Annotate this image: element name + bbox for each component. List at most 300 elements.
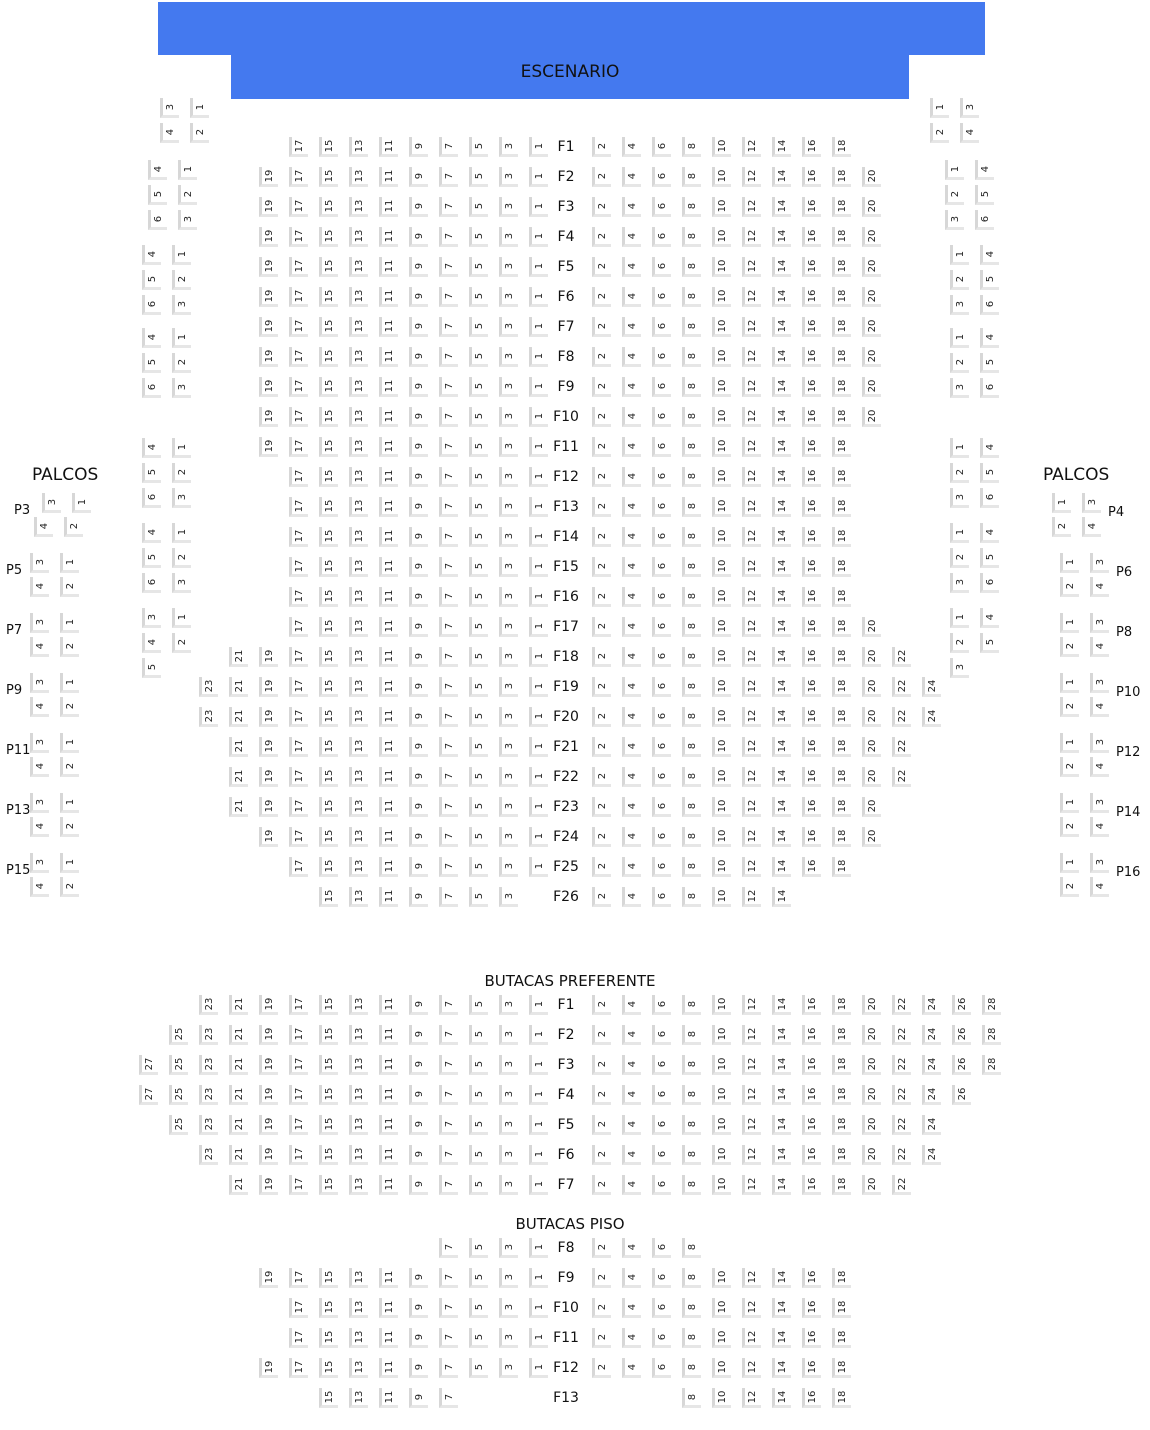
preferente-seat[interactable]: [682, 1145, 701, 1165]
preferente-seat[interactable]: [772, 1025, 791, 1045]
orchestra-seat[interactable]: [289, 797, 308, 817]
orchestra-seat[interactable]: [742, 197, 761, 217]
palco-seat[interactable]: [30, 733, 49, 753]
orchestra-seat[interactable]: [862, 347, 881, 367]
orchestra-seat[interactable]: [469, 347, 488, 367]
orchestra-seat[interactable]: [499, 197, 518, 217]
orchestra-seat[interactable]: [469, 497, 488, 517]
side-box-seat-right[interactable]: [950, 353, 969, 373]
orchestra-seat[interactable]: [802, 557, 821, 577]
orchestra-seat[interactable]: [712, 167, 731, 187]
orchestra-seat[interactable]: [469, 857, 488, 877]
preferente-seat[interactable]: [529, 1145, 548, 1165]
side-box-seat-right[interactable]: [980, 548, 999, 568]
orchestra-seat[interactable]: [862, 377, 881, 397]
orchestra-seat[interactable]: [439, 317, 458, 337]
orchestra-seat[interactable]: [592, 347, 611, 367]
preferente-seat[interactable]: [379, 1055, 398, 1075]
piso-seat[interactable]: [499, 1328, 518, 1348]
preferente-seat[interactable]: [682, 1175, 701, 1195]
preferente-seat[interactable]: [622, 1175, 641, 1195]
orchestra-seat[interactable]: [712, 227, 731, 247]
preferente-seat[interactable]: [682, 1055, 701, 1075]
palco-seat[interactable]: [30, 673, 49, 693]
orchestra-seat[interactable]: [499, 887, 518, 907]
palco-seat[interactable]: [30, 817, 49, 837]
orchestra-seat[interactable]: [409, 377, 428, 397]
orchestra-seat[interactable]: [652, 887, 671, 907]
preferente-seat[interactable]: [169, 1115, 188, 1135]
orchestra-seat[interactable]: [409, 257, 428, 277]
orchestra-seat[interactable]: [439, 557, 458, 577]
orchestra-seat[interactable]: [409, 317, 428, 337]
orchestra-seat[interactable]: [349, 377, 368, 397]
piso-seat[interactable]: [439, 1328, 458, 1348]
orchestra-seat[interactable]: [379, 377, 398, 397]
orchestra-seat[interactable]: [712, 437, 731, 457]
orchestra-seat[interactable]: [529, 617, 548, 637]
palco-seat[interactable]: [42, 493, 61, 513]
preferente-seat[interactable]: [892, 1085, 911, 1105]
preferente-seat[interactable]: [862, 1115, 881, 1135]
orchestra-seat[interactable]: [622, 407, 641, 427]
orchestra-seat[interactable]: [892, 737, 911, 757]
orchestra-seat[interactable]: [349, 887, 368, 907]
orchestra-seat[interactable]: [529, 227, 548, 247]
preferente-seat[interactable]: [802, 1025, 821, 1045]
orchestra-seat[interactable]: [529, 317, 548, 337]
side-box-seat-left[interactable]: [172, 245, 191, 265]
preferente-seat[interactable]: [592, 1085, 611, 1105]
orchestra-seat[interactable]: [592, 887, 611, 907]
orchestra-seat[interactable]: [682, 887, 701, 907]
orchestra-seat[interactable]: [409, 137, 428, 157]
side-box-seat-right[interactable]: [950, 328, 969, 348]
orchestra-seat[interactable]: [349, 647, 368, 667]
orchestra-seat[interactable]: [802, 317, 821, 337]
orchestra-seat[interactable]: [349, 767, 368, 787]
orchestra-seat[interactable]: [682, 437, 701, 457]
piso-seat[interactable]: [832, 1328, 851, 1348]
orchestra-seat[interactable]: [229, 767, 248, 787]
side-box-seat-left[interactable]: [160, 123, 179, 143]
piso-seat[interactable]: [682, 1388, 701, 1408]
orchestra-seat[interactable]: [832, 617, 851, 637]
orchestra-seat[interactable]: [409, 677, 428, 697]
preferente-seat[interactable]: [319, 995, 338, 1015]
preferente-seat[interactable]: [409, 995, 428, 1015]
orchestra-seat[interactable]: [802, 137, 821, 157]
piso-seat[interactable]: [349, 1388, 368, 1408]
preferente-seat[interactable]: [259, 1055, 278, 1075]
orchestra-seat[interactable]: [379, 797, 398, 817]
orchestra-seat[interactable]: [379, 407, 398, 427]
preferente-seat[interactable]: [652, 1025, 671, 1045]
palco-seat[interactable]: [1090, 637, 1109, 657]
orchestra-seat[interactable]: [592, 437, 611, 457]
orchestra-seat[interactable]: [592, 377, 611, 397]
piso-seat[interactable]: [529, 1358, 548, 1378]
orchestra-seat[interactable]: [319, 767, 338, 787]
preferente-seat[interactable]: [529, 995, 548, 1015]
preferente-seat[interactable]: [832, 1145, 851, 1165]
orchestra-seat[interactable]: [529, 857, 548, 877]
piso-seat[interactable]: [832, 1298, 851, 1318]
orchestra-seat[interactable]: [832, 497, 851, 517]
orchestra-seat[interactable]: [469, 737, 488, 757]
palco-seat[interactable]: [1060, 817, 1079, 837]
orchestra-seat[interactable]: [469, 287, 488, 307]
orchestra-seat[interactable]: [682, 287, 701, 307]
side-box-seat-right[interactable]: [950, 633, 969, 653]
orchestra-seat[interactable]: [592, 257, 611, 277]
orchestra-seat[interactable]: [742, 257, 761, 277]
preferente-seat[interactable]: [592, 1055, 611, 1075]
side-box-seat-left[interactable]: [142, 378, 161, 398]
orchestra-seat[interactable]: [622, 767, 641, 787]
preferente-seat[interactable]: [259, 1115, 278, 1135]
orchestra-seat[interactable]: [409, 887, 428, 907]
preferente-seat[interactable]: [379, 1175, 398, 1195]
orchestra-seat[interactable]: [652, 137, 671, 157]
orchestra-seat[interactable]: [652, 797, 671, 817]
piso-seat[interactable]: [802, 1388, 821, 1408]
piso-seat[interactable]: [592, 1358, 611, 1378]
side-box-seat-right[interactable]: [930, 123, 949, 143]
preferente-seat[interactable]: [832, 1085, 851, 1105]
side-box-seat-right[interactable]: [980, 523, 999, 543]
orchestra-seat[interactable]: [289, 167, 308, 187]
orchestra-seat[interactable]: [409, 227, 428, 247]
preferente-seat[interactable]: [289, 995, 308, 1015]
orchestra-seat[interactable]: [592, 497, 611, 517]
orchestra-seat[interactable]: [622, 467, 641, 487]
orchestra-seat[interactable]: [289, 227, 308, 247]
orchestra-seat[interactable]: [592, 707, 611, 727]
piso-seat[interactable]: [409, 1328, 428, 1348]
preferente-seat[interactable]: [139, 1085, 158, 1105]
orchestra-seat[interactable]: [319, 737, 338, 757]
preferente-seat[interactable]: [652, 1145, 671, 1165]
orchestra-seat[interactable]: [379, 887, 398, 907]
preferente-seat[interactable]: [922, 1145, 941, 1165]
preferente-seat[interactable]: [349, 1115, 368, 1135]
piso-seat[interactable]: [742, 1388, 761, 1408]
orchestra-seat[interactable]: [832, 767, 851, 787]
orchestra-seat[interactable]: [862, 317, 881, 337]
preferente-seat[interactable]: [892, 1025, 911, 1045]
orchestra-seat[interactable]: [862, 227, 881, 247]
orchestra-seat[interactable]: [772, 617, 791, 637]
orchestra-seat[interactable]: [802, 167, 821, 187]
orchestra-seat[interactable]: [289, 257, 308, 277]
side-box-seat-right[interactable]: [980, 245, 999, 265]
piso-seat[interactable]: [439, 1358, 458, 1378]
piso-seat[interactable]: [772, 1388, 791, 1408]
orchestra-seat[interactable]: [439, 467, 458, 487]
orchestra-seat[interactable]: [469, 227, 488, 247]
orchestra-seat[interactable]: [409, 497, 428, 517]
preferente-seat[interactable]: [289, 1115, 308, 1135]
palco-seat[interactable]: [30, 697, 49, 717]
orchestra-seat[interactable]: [529, 437, 548, 457]
orchestra-seat[interactable]: [529, 197, 548, 217]
preferente-seat[interactable]: [439, 1055, 458, 1075]
orchestra-seat[interactable]: [652, 197, 671, 217]
orchestra-seat[interactable]: [592, 287, 611, 307]
palco-seat[interactable]: [1060, 877, 1079, 897]
preferente-seat[interactable]: [772, 1085, 791, 1105]
orchestra-seat[interactable]: [259, 797, 278, 817]
orchestra-seat[interactable]: [379, 437, 398, 457]
orchestra-seat[interactable]: [529, 347, 548, 367]
orchestra-seat[interactable]: [349, 587, 368, 607]
preferente-seat[interactable]: [742, 1115, 761, 1135]
preferente-seat[interactable]: [622, 1145, 641, 1165]
preferente-seat[interactable]: [592, 1025, 611, 1045]
piso-seat[interactable]: [409, 1298, 428, 1318]
palco-seat[interactable]: [1060, 853, 1079, 873]
side-box-seat-right[interactable]: [950, 658, 969, 678]
orchestra-seat[interactable]: [622, 287, 641, 307]
orchestra-seat[interactable]: [742, 467, 761, 487]
orchestra-seat[interactable]: [652, 587, 671, 607]
preferente-seat[interactable]: [892, 1175, 911, 1195]
palco-seat[interactable]: [30, 793, 49, 813]
orchestra-seat[interactable]: [832, 437, 851, 457]
side-box-seat-right[interactable]: [945, 160, 964, 180]
preferente-seat[interactable]: [622, 1115, 641, 1135]
orchestra-seat[interactable]: [349, 137, 368, 157]
piso-seat[interactable]: [712, 1328, 731, 1348]
side-box-seat-right[interactable]: [950, 270, 969, 290]
side-box-seat-left[interactable]: [142, 295, 161, 315]
orchestra-seat[interactable]: [469, 197, 488, 217]
orchestra-seat[interactable]: [289, 827, 308, 847]
orchestra-seat[interactable]: [682, 617, 701, 637]
orchestra-seat[interactable]: [289, 647, 308, 667]
side-box-seat-left[interactable]: [172, 463, 191, 483]
palco-seat[interactable]: [34, 517, 53, 537]
orchestra-seat[interactable]: [259, 257, 278, 277]
side-box-seat-left[interactable]: [148, 210, 167, 230]
orchestra-seat[interactable]: [862, 707, 881, 727]
orchestra-seat[interactable]: [742, 167, 761, 187]
orchestra-seat[interactable]: [772, 467, 791, 487]
orchestra-seat[interactable]: [499, 797, 518, 817]
orchestra-seat[interactable]: [289, 767, 308, 787]
preferente-seat[interactable]: [439, 1145, 458, 1165]
orchestra-seat[interactable]: [349, 827, 368, 847]
side-box-seat-left[interactable]: [172, 378, 191, 398]
preferente-seat[interactable]: [439, 1085, 458, 1105]
preferente-seat[interactable]: [529, 1115, 548, 1135]
side-box-seat-left[interactable]: [172, 548, 191, 568]
orchestra-seat[interactable]: [499, 377, 518, 397]
orchestra-seat[interactable]: [712, 707, 731, 727]
piso-seat[interactable]: [712, 1268, 731, 1288]
orchestra-seat[interactable]: [802, 767, 821, 787]
orchestra-seat[interactable]: [712, 797, 731, 817]
orchestra-seat[interactable]: [772, 737, 791, 757]
preferente-seat[interactable]: [289, 1175, 308, 1195]
orchestra-seat[interactable]: [892, 647, 911, 667]
orchestra-seat[interactable]: [622, 257, 641, 277]
orchestra-seat[interactable]: [622, 887, 641, 907]
preferente-seat[interactable]: [592, 1115, 611, 1135]
orchestra-seat[interactable]: [349, 467, 368, 487]
preferente-seat[interactable]: [199, 1145, 218, 1165]
orchestra-seat[interactable]: [349, 527, 368, 547]
orchestra-seat[interactable]: [409, 407, 428, 427]
orchestra-seat[interactable]: [682, 257, 701, 277]
orchestra-seat[interactable]: [712, 287, 731, 307]
orchestra-seat[interactable]: [652, 857, 671, 877]
preferente-seat[interactable]: [922, 1085, 941, 1105]
orchestra-seat[interactable]: [529, 647, 548, 667]
orchestra-seat[interactable]: [349, 257, 368, 277]
preferente-seat[interactable]: [592, 995, 611, 1015]
side-box-seat-right[interactable]: [980, 633, 999, 653]
orchestra-seat[interactable]: [289, 527, 308, 547]
orchestra-seat[interactable]: [682, 647, 701, 667]
preferente-seat[interactable]: [922, 1115, 941, 1135]
side-box-seat-right[interactable]: [980, 463, 999, 483]
orchestra-seat[interactable]: [379, 677, 398, 697]
orchestra-seat[interactable]: [592, 167, 611, 187]
piso-seat[interactable]: [289, 1298, 308, 1318]
orchestra-seat[interactable]: [319, 647, 338, 667]
orchestra-seat[interactable]: [592, 227, 611, 247]
orchestra-seat[interactable]: [712, 737, 731, 757]
orchestra-seat[interactable]: [772, 707, 791, 727]
preferente-seat[interactable]: [862, 1055, 881, 1075]
orchestra-seat[interactable]: [229, 737, 248, 757]
orchestra-seat[interactable]: [439, 707, 458, 727]
orchestra-seat[interactable]: [712, 347, 731, 367]
piso-seat[interactable]: [529, 1268, 548, 1288]
preferente-seat[interactable]: [832, 1115, 851, 1135]
orchestra-seat[interactable]: [469, 257, 488, 277]
side-box-seat-right[interactable]: [945, 210, 964, 230]
side-box-seat-right[interactable]: [930, 98, 949, 118]
orchestra-seat[interactable]: [409, 797, 428, 817]
palco-seat[interactable]: [60, 817, 79, 837]
side-box-seat-left[interactable]: [142, 573, 161, 593]
preferente-seat[interactable]: [199, 1055, 218, 1075]
orchestra-seat[interactable]: [712, 767, 731, 787]
preferente-seat[interactable]: [592, 1175, 611, 1195]
orchestra-seat[interactable]: [379, 257, 398, 277]
piso-seat[interactable]: [802, 1268, 821, 1288]
orchestra-seat[interactable]: [319, 287, 338, 307]
side-box-seat-right[interactable]: [975, 160, 994, 180]
orchestra-seat[interactable]: [319, 827, 338, 847]
orchestra-seat[interactable]: [379, 827, 398, 847]
orchestra-seat[interactable]: [592, 197, 611, 217]
preferente-seat[interactable]: [682, 1085, 701, 1105]
orchestra-seat[interactable]: [682, 557, 701, 577]
orchestra-seat[interactable]: [439, 347, 458, 367]
orchestra-seat[interactable]: [319, 707, 338, 727]
piso-seat[interactable]: [259, 1268, 278, 1288]
orchestra-seat[interactable]: [622, 527, 641, 547]
preferente-seat[interactable]: [349, 1085, 368, 1105]
orchestra-seat[interactable]: [592, 617, 611, 637]
piso-seat[interactable]: [409, 1358, 428, 1378]
orchestra-seat[interactable]: [862, 737, 881, 757]
orchestra-seat[interactable]: [319, 197, 338, 217]
piso-seat[interactable]: [592, 1328, 611, 1348]
orchestra-seat[interactable]: [712, 137, 731, 157]
orchestra-seat[interactable]: [622, 737, 641, 757]
orchestra-seat[interactable]: [529, 407, 548, 427]
orchestra-seat[interactable]: [289, 347, 308, 367]
preferente-seat[interactable]: [319, 1145, 338, 1165]
palco-seat[interactable]: [1090, 577, 1109, 597]
orchestra-seat[interactable]: [802, 827, 821, 847]
side-box-seat-right[interactable]: [950, 488, 969, 508]
orchestra-seat[interactable]: [772, 557, 791, 577]
piso-seat[interactable]: [319, 1388, 338, 1408]
piso-seat[interactable]: [289, 1358, 308, 1378]
orchestra-seat[interactable]: [319, 227, 338, 247]
orchestra-seat[interactable]: [469, 767, 488, 787]
preferente-seat[interactable]: [469, 1145, 488, 1165]
orchestra-seat[interactable]: [712, 887, 731, 907]
side-box-seat-right[interactable]: [980, 438, 999, 458]
orchestra-seat[interactable]: [199, 677, 218, 697]
piso-seat[interactable]: [379, 1328, 398, 1348]
orchestra-seat[interactable]: [409, 197, 428, 217]
preferente-seat[interactable]: [982, 1055, 1001, 1075]
orchestra-seat[interactable]: [592, 527, 611, 547]
preferente-seat[interactable]: [922, 995, 941, 1015]
orchestra-seat[interactable]: [742, 797, 761, 817]
orchestra-seat[interactable]: [349, 737, 368, 757]
preferente-seat[interactable]: [712, 1055, 731, 1075]
palco-seat[interactable]: [1060, 697, 1079, 717]
orchestra-seat[interactable]: [439, 737, 458, 757]
orchestra-seat[interactable]: [349, 287, 368, 307]
orchestra-seat[interactable]: [592, 467, 611, 487]
palco-seat[interactable]: [60, 673, 79, 693]
orchestra-seat[interactable]: [712, 257, 731, 277]
orchestra-seat[interactable]: [712, 617, 731, 637]
preferente-seat[interactable]: [832, 1055, 851, 1075]
orchestra-seat[interactable]: [652, 827, 671, 847]
preferente-seat[interactable]: [862, 1175, 881, 1195]
orchestra-seat[interactable]: [319, 857, 338, 877]
orchestra-seat[interactable]: [772, 167, 791, 187]
orchestra-seat[interactable]: [652, 527, 671, 547]
palco-seat[interactable]: [60, 637, 79, 657]
orchestra-seat[interactable]: [439, 647, 458, 667]
orchestra-seat[interactable]: [319, 587, 338, 607]
piso-seat[interactable]: [742, 1358, 761, 1378]
orchestra-seat[interactable]: [499, 467, 518, 487]
orchestra-seat[interactable]: [832, 647, 851, 667]
side-box-seat-left[interactable]: [178, 185, 197, 205]
palco-seat[interactable]: [30, 877, 49, 897]
piso-seat[interactable]: [529, 1298, 548, 1318]
palco-seat[interactable]: [1060, 757, 1079, 777]
orchestra-seat[interactable]: [349, 797, 368, 817]
orchestra-seat[interactable]: [802, 407, 821, 427]
preferente-seat[interactable]: [229, 1085, 248, 1105]
preferente-seat[interactable]: [592, 1145, 611, 1165]
side-box-seat-left[interactable]: [172, 353, 191, 373]
